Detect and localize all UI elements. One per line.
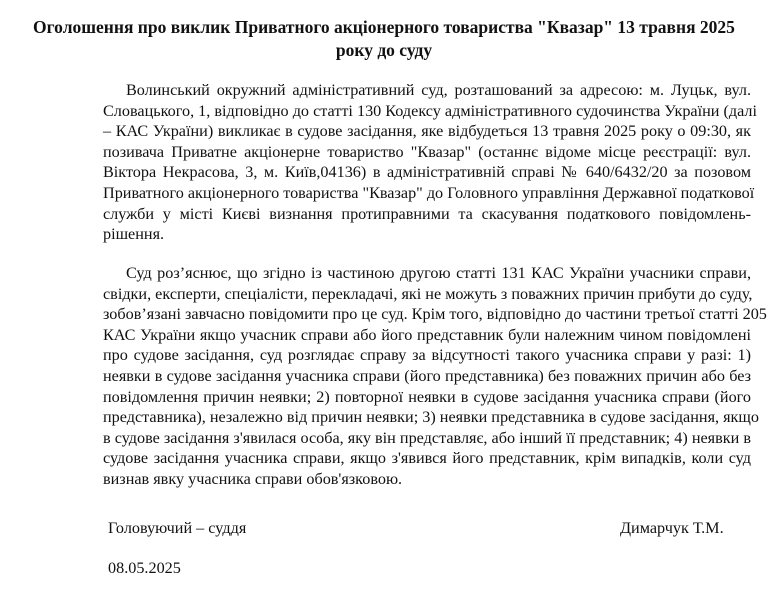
paragraph-line: Суд роз’яснює, що згідно із частиною другою статті 131 КАС України учасники справи, <box>126 264 751 282</box>
signature-role: Головуючий – суддя <box>108 519 247 537</box>
paragraph-line: неявки в судове засідання учасника справи (його представника) без поважних причин або без <box>103 366 751 385</box>
signature-name: Димарчук Т.М. <box>620 519 724 537</box>
paragraph-line: представника), незалежно від причин неявки; 3) неявки представника в судове засідання, якщо <box>103 408 759 427</box>
title-line-2: року до суду <box>335 40 433 60</box>
paragraph-line: Словацького, 1, відповідно до статті 130 Кодексу адміністративного судочинства України (далі <box>103 101 757 120</box>
paragraph-line: позивача Приватне акціонерне товариство "Квазар" (останнє відоме місце реєстрації: вул. <box>103 142 751 161</box>
paragraph-line: про судове засідання, суд розглядає справу за відсутності такого учасника справи у разі: 1) <box>103 346 751 365</box>
document-title <box>30 16 738 62</box>
paragraph-line: Віктора Некрасова, 3, м. Київ,04136) в адміністративній справі № 640/6432/20 за позовом <box>103 163 751 182</box>
paragraph-line: в судове засідання з'явилася особа, яку він представляє, або інший її представник; 4) неявки в <box>103 428 751 447</box>
paragraph-line: служби у місті Києві визнання протиправними та скасування податкового повідомлень- <box>103 204 751 223</box>
title-line-1: Оголошення про виклик Приватного акціонерного товариства "Квазар" 13 травня 2025 <box>33 17 735 37</box>
paragraph-line: рішення. <box>103 225 165 244</box>
paragraph-line: повідомлення причин неявки; 2) повторної неявки в судове засідання учасника справи (його <box>103 387 751 406</box>
paragraph-line: зобов’язані завчасно повідомити про це суд. Крім того, відповідно до частини третьої статті 205 <box>103 305 767 324</box>
paragraph-summons <box>103 80 757 245</box>
paragraph-line: – КАС України) викликає в судове засідання, яке відбудеться 13 травня 2025 року о 09:30, як <box>103 122 751 141</box>
paragraph-line: судове засідання учасника справи, якщо з'явився його представник, крім випадків, коли суд <box>103 449 751 468</box>
paragraph-line: свідки, експерти, спеціалісти, перекладачі, які не можуть з поважних причин прибути до суду, <box>103 284 753 303</box>
paragraph-line: КАС України якщо учасник справи або його представник були належним чином повідомлені <box>103 325 751 344</box>
document-date: 08.05.2025 <box>108 559 181 577</box>
paragraph-explanation <box>103 263 767 490</box>
paragraph-line: визнав явку учасника справи обов'язковою. <box>103 469 403 488</box>
paragraph-line: Волинський окружний адміністративний суд, розташований за адресою: м. Луцьк, вул. <box>126 81 751 99</box>
paragraph-line: Приватного акціонерного товариства "Квазар" до Головного управління Державної податкової <box>103 183 755 202</box>
